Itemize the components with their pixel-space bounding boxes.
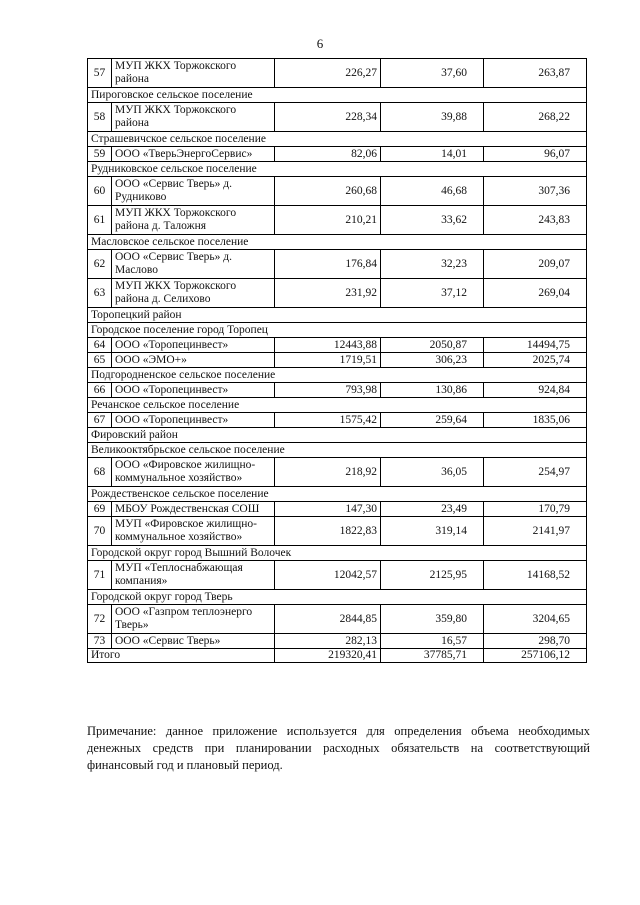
value-1: 12042,57 — [275, 561, 381, 590]
section-header-row — [88, 132, 587, 147]
value-1: 2844,85 — [275, 605, 381, 634]
row-number: 67 — [88, 413, 112, 428]
table-row — [88, 147, 587, 162]
total-label: Итого — [88, 649, 275, 663]
total-value-3: 257106,12 — [484, 649, 587, 663]
subsidy-table — [87, 58, 587, 663]
total-value-2: 37785,71 — [381, 649, 484, 663]
section-title: Великооктябрьское сельское поселение — [88, 443, 587, 458]
organization-name: ООО «Торопецинвест» — [112, 413, 275, 428]
section-header-row — [88, 323, 587, 338]
row-number: 68 — [88, 458, 112, 487]
value-2: 46,68 — [381, 177, 484, 206]
section-title: Страшевичское сельское поселение — [88, 132, 587, 147]
table-row — [88, 206, 587, 235]
value-2: 319,14 — [381, 517, 484, 546]
value-2: 37,60 — [381, 59, 484, 88]
section-title: Масловское сельское поселение — [88, 235, 587, 250]
section-header-row — [88, 88, 587, 103]
organization-name: ООО «ЭМО+» — [112, 353, 275, 368]
page-number: 6 — [316, 36, 324, 51]
row-number: 66 — [88, 383, 112, 398]
table-row — [88, 353, 587, 368]
value-1: 218,92 — [275, 458, 381, 487]
value-1: 176,84 — [275, 250, 381, 279]
table-row — [88, 605, 587, 634]
section-header-row — [88, 546, 587, 561]
row-number: 61 — [88, 206, 112, 235]
section-header-row — [88, 162, 587, 177]
row-number: 58 — [88, 103, 112, 132]
value-2: 14,01 — [381, 147, 484, 162]
organization-name: ООО «Сервис Тверь» д. Маслово — [112, 250, 275, 279]
value-2: 36,05 — [381, 458, 484, 487]
value-1: 1719,51 — [275, 353, 381, 368]
row-number: 70 — [88, 517, 112, 546]
row-number: 64 — [88, 338, 112, 353]
value-3: 1835,06 — [484, 413, 587, 428]
organization-name: ООО «ТверьЭнергоСервис» — [112, 147, 275, 162]
value-2: 23,49 — [381, 502, 484, 517]
value-3: 14168,52 — [484, 561, 587, 590]
row-number: 57 — [88, 59, 112, 88]
organization-name: МУП ЖКХ Торжокского района д. Таложня — [112, 206, 275, 235]
table-body — [88, 59, 587, 663]
value-3: 298,70 — [484, 634, 587, 649]
table-row — [88, 502, 587, 517]
section-header-row — [88, 308, 587, 323]
row-number: 59 — [88, 147, 112, 162]
value-3: 243,83 — [484, 206, 587, 235]
value-3: 2025,74 — [484, 353, 587, 368]
organization-name: ООО «Торопецинвест» — [112, 383, 275, 398]
table-row — [88, 634, 587, 649]
organization-name: ООО «Фировское жилищно-коммунальное хозяйство» — [112, 458, 275, 487]
table-row — [88, 517, 587, 546]
section-header-row — [88, 428, 587, 443]
section-header-row — [88, 368, 587, 383]
row-number: 60 — [88, 177, 112, 206]
value-3: 3204,65 — [484, 605, 587, 634]
value-3: 307,36 — [484, 177, 587, 206]
value-2: 2125,95 — [381, 561, 484, 590]
table-row — [88, 250, 587, 279]
row-number: 65 — [88, 353, 112, 368]
value-2: 33,62 — [381, 206, 484, 235]
value-2: 16,57 — [381, 634, 484, 649]
value-1: 210,21 — [275, 206, 381, 235]
row-number: 73 — [88, 634, 112, 649]
footnote: Примечание: данное приложение используется для определения объема необходимых денежных средств при планировании расходных обязательств на соответствующий финансовый год и плановый период. — [87, 724, 590, 772]
table-row — [88, 561, 587, 590]
section-title: Торопецкий район — [88, 308, 587, 323]
section-header-row — [88, 487, 587, 502]
section-title: Городской округ город Тверь — [88, 590, 587, 605]
value-3: 254,97 — [484, 458, 587, 487]
section-title: Речанское сельское поселение — [88, 398, 587, 413]
value-3: 2141,97 — [484, 517, 587, 546]
value-1: 793,98 — [275, 383, 381, 398]
value-2: 32,23 — [381, 250, 484, 279]
value-3: 268,22 — [484, 103, 587, 132]
table-row — [88, 413, 587, 428]
value-2: 37,12 — [381, 279, 484, 308]
value-2: 306,23 — [381, 353, 484, 368]
value-3: 96,07 — [484, 147, 587, 162]
value-3: 924,84 — [484, 383, 587, 398]
value-3: 14494,75 — [484, 338, 587, 353]
section-header-row — [88, 590, 587, 605]
organization-name: МУП ЖКХ Торжокского района д. Селихово — [112, 279, 275, 308]
table-row — [88, 59, 587, 88]
organization-name: ООО «Газпром теплоэнерго Тверь» — [112, 605, 275, 634]
row-number: 63 — [88, 279, 112, 308]
value-3: 209,07 — [484, 250, 587, 279]
organization-name: ООО «Сервис Тверь» д. Рудниково — [112, 177, 275, 206]
value-2: 359,80 — [381, 605, 484, 634]
section-header-row — [88, 235, 587, 250]
organization-name: МУП ЖКХ Торжокского района — [112, 103, 275, 132]
value-1: 1575,42 — [275, 413, 381, 428]
table-row — [88, 177, 587, 206]
organization-name: МУП ЖКХ Торжокского района — [112, 59, 275, 88]
section-title: Городское поселение город Торопец — [88, 323, 587, 338]
value-3: 269,04 — [484, 279, 587, 308]
organization-name: ООО «Сервис Тверь» — [112, 634, 275, 649]
row-number: 62 — [88, 250, 112, 279]
section-title: Рождественское сельское поселение — [88, 487, 587, 502]
table-row — [88, 458, 587, 487]
table-row — [88, 338, 587, 353]
value-1: 260,68 — [275, 177, 381, 206]
value-1: 82,06 — [275, 147, 381, 162]
row-number: 72 — [88, 605, 112, 634]
value-2: 130,86 — [381, 383, 484, 398]
table-row — [88, 279, 587, 308]
total-row — [88, 649, 587, 663]
value-1: 12443,88 — [275, 338, 381, 353]
value-3: 263,87 — [484, 59, 587, 88]
section-title: Рудниковское сельское поселение — [88, 162, 587, 177]
section-title: Городской округ город Вышний Волочек — [88, 546, 587, 561]
value-1: 1822,83 — [275, 517, 381, 546]
value-2: 39,88 — [381, 103, 484, 132]
section-title: Фировский район — [88, 428, 587, 443]
value-1: 282,13 — [275, 634, 381, 649]
value-1: 147,30 — [275, 502, 381, 517]
row-number: 71 — [88, 561, 112, 590]
section-header-row — [88, 443, 587, 458]
organization-name: МБОУ Рождественская СОШ — [112, 502, 275, 517]
section-header-row — [88, 398, 587, 413]
table-row — [88, 103, 587, 132]
value-1: 228,34 — [275, 103, 381, 132]
value-2: 2050,87 — [381, 338, 484, 353]
value-3: 170,79 — [484, 502, 587, 517]
organization-name: ООО «Торопецинвест» — [112, 338, 275, 353]
table-row — [88, 383, 587, 398]
organization-name: МУП «Фировское жилищно-коммунальное хозяйство» — [112, 517, 275, 546]
row-number: 69 — [88, 502, 112, 517]
value-2: 259,64 — [381, 413, 484, 428]
section-title: Подгородненское сельское поселение — [88, 368, 587, 383]
total-value-1: 219320,41 — [275, 649, 381, 663]
organization-name: МУП «Теплоснабжающая компания» — [112, 561, 275, 590]
section-title: Пироговское сельское поселение — [88, 88, 587, 103]
value-1: 231,92 — [275, 279, 381, 308]
value-1: 226,27 — [275, 59, 381, 88]
